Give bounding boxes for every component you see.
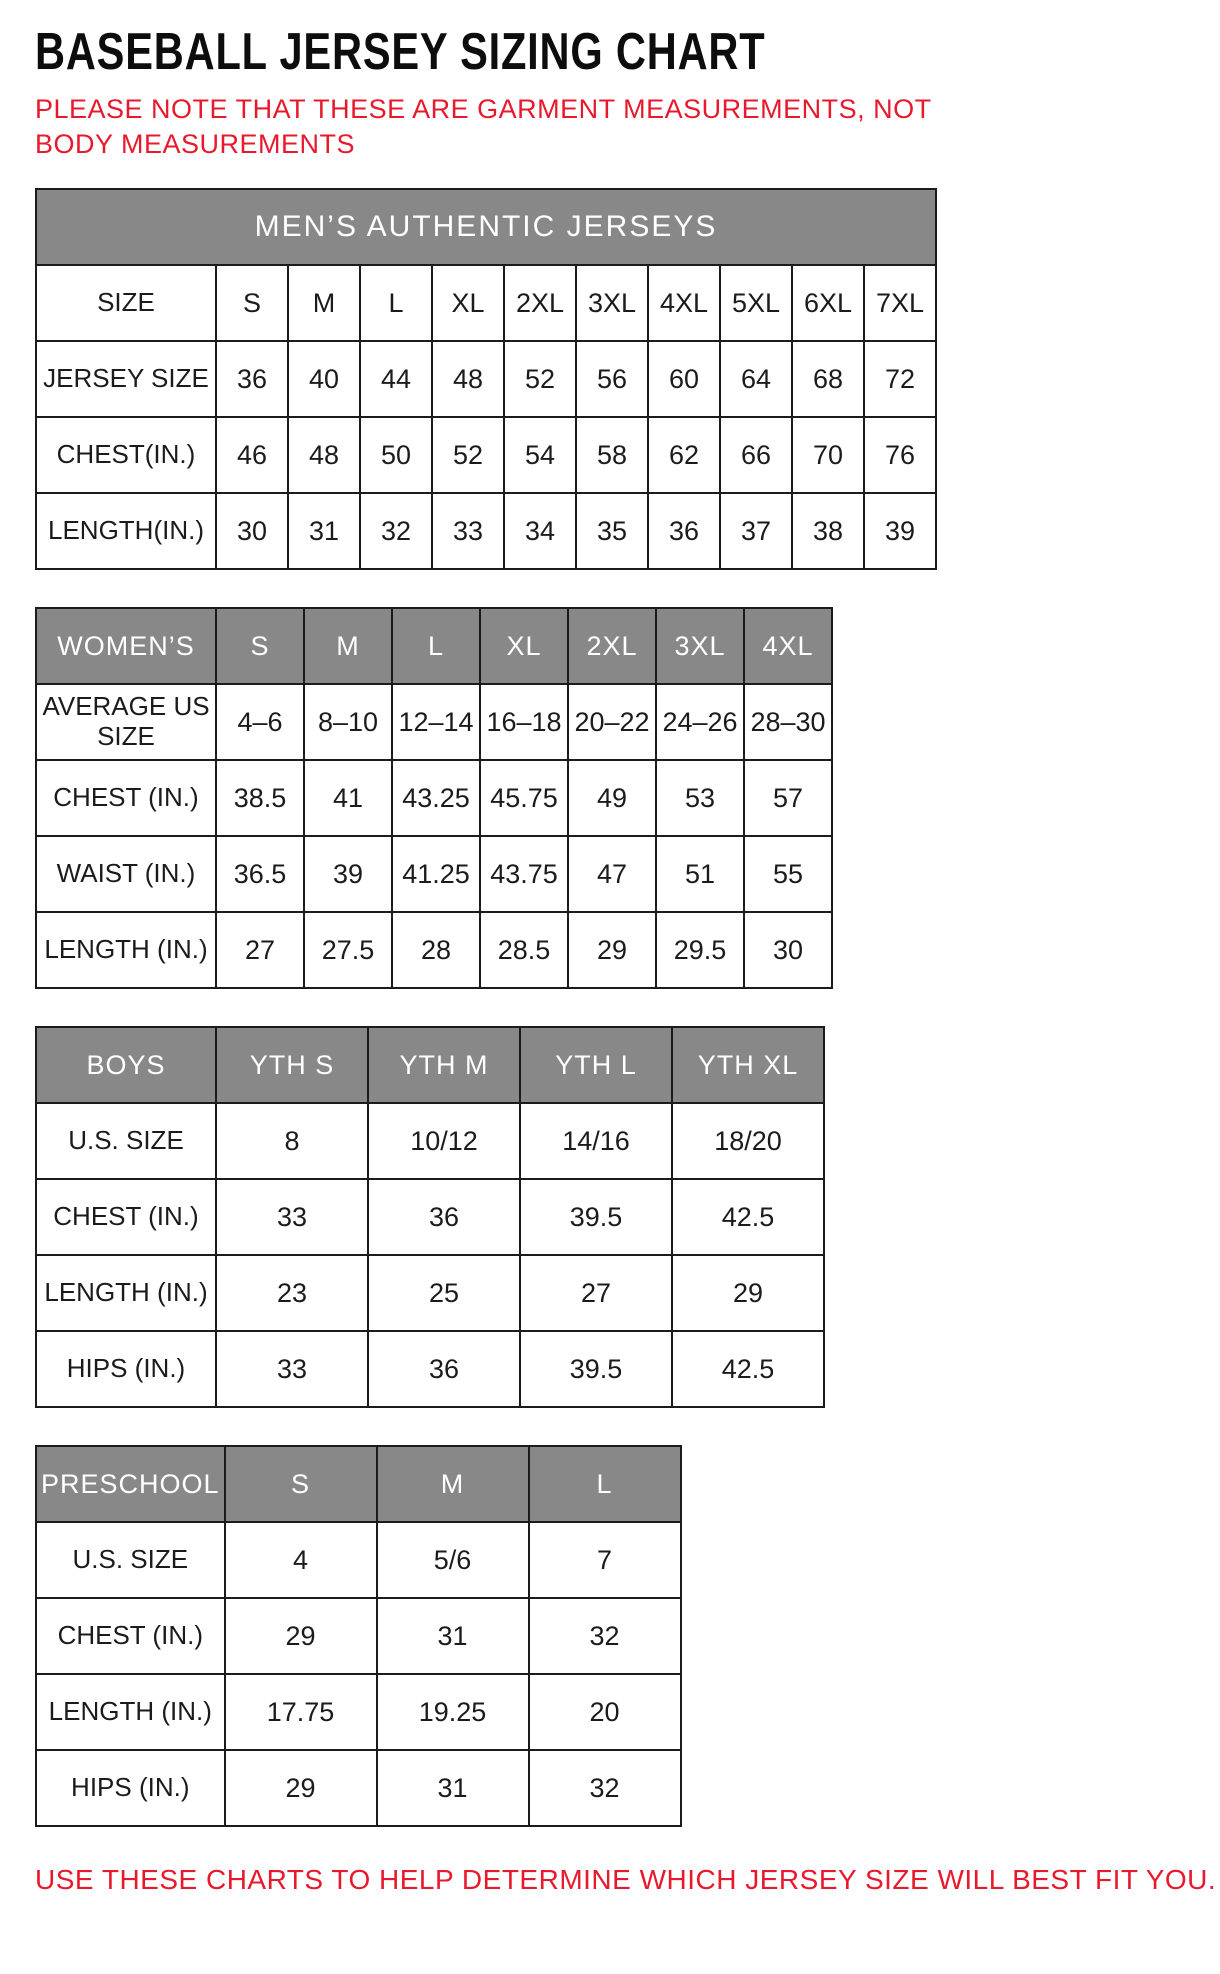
row-label: HIPS (IN.): [36, 1750, 225, 1826]
column-header: YTH L: [520, 1027, 672, 1103]
size-value: 41: [304, 760, 392, 836]
row-label: CHEST (IN.): [36, 1179, 216, 1255]
size-value: 31: [377, 1598, 529, 1674]
size-value: 52: [504, 341, 576, 417]
size-value: 20–22: [568, 684, 656, 760]
size-value: 47: [568, 836, 656, 912]
table-row: [36, 1103, 824, 1179]
row-label: LENGTH (IN.): [36, 1255, 216, 1331]
size-value: L: [360, 265, 432, 341]
size-value: 3XL: [576, 265, 648, 341]
size-value: 29: [568, 912, 656, 988]
table-row: [36, 836, 832, 912]
header-row: [36, 608, 832, 684]
size-value: 27.5: [304, 912, 392, 988]
size-value: 29.5: [656, 912, 744, 988]
size-value: 10/12: [368, 1103, 520, 1179]
size-value: S: [216, 265, 288, 341]
page-title: BASEBALL JERSEY SIZING CHART: [35, 23, 766, 81]
size-value: 34: [504, 493, 576, 569]
column-header: S: [225, 1446, 377, 1522]
size-value: 57: [744, 760, 832, 836]
row-label: CHEST (IN.): [36, 760, 216, 836]
size-value: 5XL: [720, 265, 792, 341]
row-label: LENGTH(IN.): [36, 493, 216, 569]
row-label: AVERAGE US SIZE: [36, 684, 216, 760]
size-value: 28: [392, 912, 480, 988]
size-value: 8–10: [304, 684, 392, 760]
column-header: M: [304, 608, 392, 684]
size-value: 64: [720, 341, 792, 417]
size-value: 55: [744, 836, 832, 912]
size-value: 51: [656, 836, 744, 912]
table-row: [36, 912, 832, 988]
size-value: 8: [216, 1103, 368, 1179]
size-value: M: [288, 265, 360, 341]
size-value: 30: [744, 912, 832, 988]
column-header: M: [377, 1446, 529, 1522]
size-value: 4XL: [648, 265, 720, 341]
column-header: YTH XL: [672, 1027, 824, 1103]
size-value: 18/20: [672, 1103, 824, 1179]
size-value: 53: [656, 760, 744, 836]
boys-jerseys-table: [35, 1026, 1190, 1408]
size-value: 24–26: [656, 684, 744, 760]
size-value: 70: [792, 417, 864, 493]
size-value: 41.25: [392, 836, 480, 912]
size-value: 27: [216, 912, 304, 988]
size-value: 36.5: [216, 836, 304, 912]
column-header: YTH M: [368, 1027, 520, 1103]
size-value: 46: [216, 417, 288, 493]
size-value: 76: [864, 417, 936, 493]
table-row: [36, 1179, 824, 1255]
header-row: [36, 1027, 824, 1103]
size-value: 29: [225, 1598, 377, 1674]
size-value: 36: [368, 1331, 520, 1407]
size-value: 39.5: [520, 1179, 672, 1255]
table-row: [36, 493, 936, 569]
womens-jerseys-table: [35, 607, 1190, 989]
size-value: 37: [720, 493, 792, 569]
size-value: 39.5: [520, 1331, 672, 1407]
row-label: WAIST (IN.): [36, 836, 216, 912]
size-value: 33: [216, 1331, 368, 1407]
header-label: WOMEN’S: [36, 608, 216, 684]
row-label: U.S. SIZE: [36, 1522, 225, 1598]
footer-text: USE THESE CHARTS TO HELP DETERMINE WHICH JERSEY SIZE WILL BEST FIT YOU.: [35, 1864, 1217, 1896]
size-value: 43.25: [392, 760, 480, 836]
table-row: [36, 684, 832, 760]
size-value: 17.75: [225, 1674, 377, 1750]
mens-authentic-jerseys-size-table: [35, 188, 937, 570]
size-value: 49: [568, 760, 656, 836]
header-label: PRESCHOOL: [36, 1446, 225, 1522]
size-value: 38.5: [216, 760, 304, 836]
table-row: [36, 1674, 681, 1750]
size-value: 7XL: [864, 265, 936, 341]
size-value: 68: [792, 341, 864, 417]
table-row: [36, 1522, 681, 1598]
row-label: CHEST (IN.): [36, 1598, 225, 1674]
size-value: 45.75: [480, 760, 568, 836]
banner-row: [36, 189, 936, 265]
size-value: 27: [520, 1255, 672, 1331]
size-value: 36: [216, 341, 288, 417]
size-value: 60: [648, 341, 720, 417]
size-value: 19.25: [377, 1674, 529, 1750]
size-value: 32: [529, 1750, 681, 1826]
size-value: 48: [432, 341, 504, 417]
table-row: [36, 1598, 681, 1674]
row-label: SIZE: [36, 265, 216, 341]
size-value: 36: [368, 1179, 520, 1255]
size-value: 20: [529, 1674, 681, 1750]
boys-jerseys-size-table: [35, 1026, 825, 1408]
size-value: 39: [304, 836, 392, 912]
table-row: [36, 1255, 824, 1331]
size-value: 62: [648, 417, 720, 493]
table-row: [36, 1750, 681, 1826]
row-label: JERSEY SIZE: [36, 341, 216, 417]
size-value: 29: [225, 1750, 377, 1826]
size-value: 52: [432, 417, 504, 493]
column-header: L: [529, 1446, 681, 1522]
size-value: 32: [529, 1598, 681, 1674]
row-label: CHEST(IN.): [36, 417, 216, 493]
size-value: 28.5: [480, 912, 568, 988]
size-value: 58: [576, 417, 648, 493]
size-value: 14/16: [520, 1103, 672, 1179]
size-value: 39: [864, 493, 936, 569]
size-value: 28–30: [744, 684, 832, 760]
column-header: 4XL: [744, 608, 832, 684]
size-value: 4: [225, 1522, 377, 1598]
size-value: 44: [360, 341, 432, 417]
size-value: 33: [216, 1179, 368, 1255]
size-value: 2XL: [504, 265, 576, 341]
column-header: S: [216, 608, 304, 684]
size-value: 12–14: [392, 684, 480, 760]
size-value: 43.75: [480, 836, 568, 912]
size-value: 50: [360, 417, 432, 493]
table-row: [36, 265, 936, 341]
size-value: 32: [360, 493, 432, 569]
size-value: 48: [288, 417, 360, 493]
size-value: 16–18: [480, 684, 568, 760]
size-value: 6XL: [792, 265, 864, 341]
size-value: 25: [368, 1255, 520, 1331]
size-value: 30: [216, 493, 288, 569]
header-label: BOYS: [36, 1027, 216, 1103]
table-row: [36, 760, 832, 836]
column-header: XL: [480, 608, 568, 684]
column-header: YTH S: [216, 1027, 368, 1103]
womens-jerseys-size-table: [35, 607, 833, 989]
size-value: 42.5: [672, 1331, 824, 1407]
table-row: [36, 341, 936, 417]
size-value: 23: [216, 1255, 368, 1331]
size-value: 36: [648, 493, 720, 569]
column-header: 2XL: [568, 608, 656, 684]
row-label: HIPS (IN.): [36, 1331, 216, 1407]
row-label: LENGTH (IN.): [36, 912, 216, 988]
size-value: 4–6: [216, 684, 304, 760]
column-header: L: [392, 608, 480, 684]
column-header: 3XL: [656, 608, 744, 684]
table-row: [36, 417, 936, 493]
size-value: 54: [504, 417, 576, 493]
size-value: 72: [864, 341, 936, 417]
size-value: 33: [432, 493, 504, 569]
size-value: 7: [529, 1522, 681, 1598]
garment-measurements-note: PLEASE NOTE THAT THESE ARE GARMENT MEASUREMENTS, NOT BODY MEASUREMENTS: [35, 94, 932, 160]
size-value: 35: [576, 493, 648, 569]
preschool-jerseys-size-table: [35, 1445, 682, 1827]
size-value: 31: [288, 493, 360, 569]
header-row: [36, 1446, 681, 1522]
size-value: 38: [792, 493, 864, 569]
size-value: XL: [432, 265, 504, 341]
size-value: 5/6: [377, 1522, 529, 1598]
size-value: 31: [377, 1750, 529, 1826]
size-value: 42.5: [672, 1179, 824, 1255]
size-value: 56: [576, 341, 648, 417]
row-label: U.S. SIZE: [36, 1103, 216, 1179]
size-value: 66: [720, 417, 792, 493]
size-value: 29: [672, 1255, 824, 1331]
preschool-jerseys-table: [35, 1445, 1190, 1827]
mens-authentic-jerseys-table: [35, 188, 1190, 570]
row-label: LENGTH (IN.): [36, 1674, 225, 1750]
size-value: 40: [288, 341, 360, 417]
table-row: [36, 1331, 824, 1407]
table-banner-title: MEN’S AUTHENTIC JERSEYS: [36, 189, 936, 265]
